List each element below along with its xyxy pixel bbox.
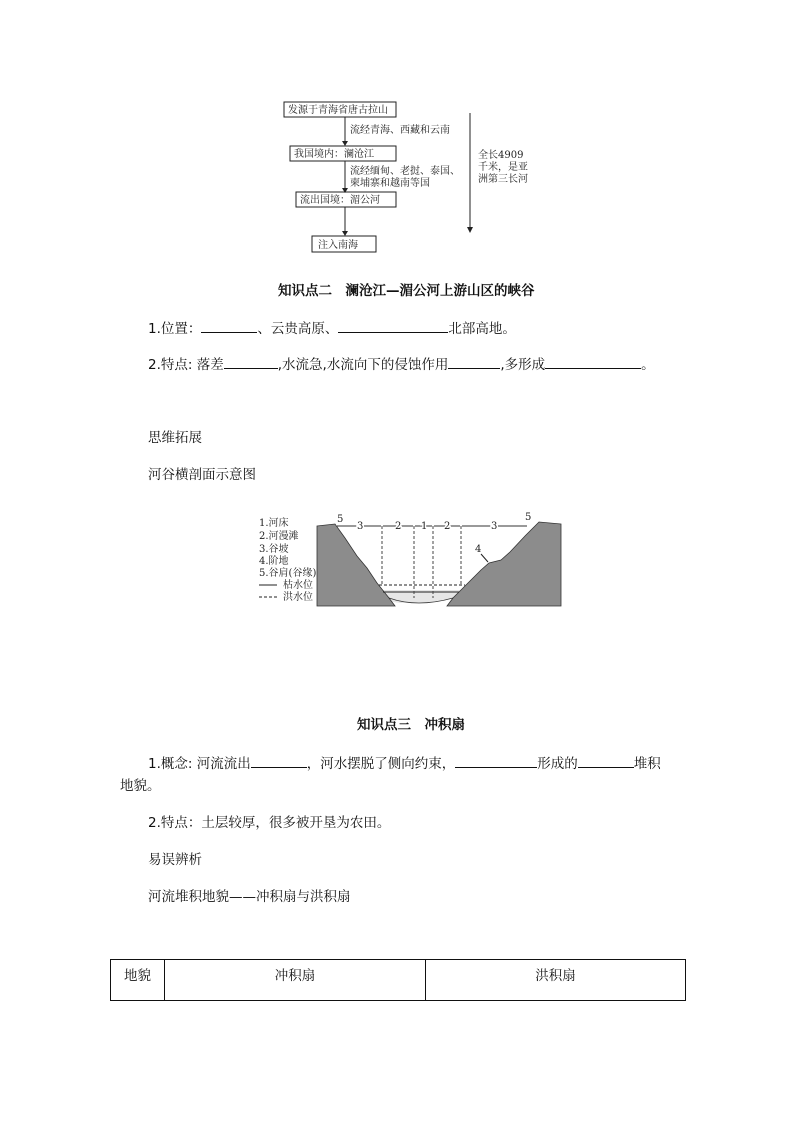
flow-box-china: 我国境内：澜沧江	[294, 149, 374, 160]
errors-subheading: 河流堆积地貌——冲积扇与洪积扇	[148, 889, 351, 905]
blank-location-1[interactable]	[201, 318, 257, 333]
blank-form[interactable]	[545, 354, 641, 369]
legend-5: 5.谷肩(谷缘)	[259, 568, 317, 579]
section2-item1-pre: 1.位置：	[148, 321, 202, 337]
section3-item1-pre: 1.概念: 河流流出	[148, 756, 251, 772]
section3-item1	[148, 753, 661, 773]
label-slope-right: 3	[491, 521, 498, 532]
section3-item2: 2.特点：土层较厚，很多被开垦为农田。	[148, 815, 391, 831]
blank-drop[interactable]	[224, 354, 278, 369]
section2-heading: 知识点二 澜沧江—湄公河上游山区的峡谷	[278, 283, 535, 299]
extension-heading: 思维拓展	[148, 430, 202, 446]
river-flowchart	[270, 95, 550, 260]
legend-flood-water: 洪水位	[283, 592, 313, 603]
flow-length-1: 全长4909	[478, 150, 524, 161]
blank-erosion[interactable]	[448, 354, 500, 369]
valley-cross-section	[255, 508, 565, 608]
table-row	[111, 960, 686, 1001]
label-shoulder-right: 5	[525, 512, 532, 523]
legend-3: 3.谷坡	[259, 544, 289, 555]
section3-item1-post: 堆积	[633, 756, 661, 772]
flow-box-exit: 流出国境：湄公河	[300, 195, 380, 206]
flow-length-3: 洲第三长河	[478, 174, 528, 185]
label-riverbed: 1	[421, 521, 428, 532]
legend-2: 2.河漫滩	[259, 531, 299, 542]
flow-step-1: 流经青海、西藏和云南	[350, 125, 450, 136]
label-shoulder-left: 5	[337, 514, 344, 525]
left-valley-slope	[317, 524, 395, 606]
legend-low-water: 枯水位	[283, 580, 313, 591]
comparison-table	[110, 959, 686, 1001]
label-slope-left: 3	[357, 521, 364, 532]
table-header-proluvial-fan: 洪积扇	[426, 960, 686, 1001]
section2-item2-pre: 2.特点: 落差	[148, 357, 224, 373]
table-header-alluvial-fan: 冲积扇	[165, 960, 426, 1001]
section2-item1-post: 北部高地。	[448, 321, 516, 337]
table-header-landform: 地貌	[111, 960, 165, 1001]
label-terrace: 4	[475, 544, 482, 555]
flow-length-2: 千米，是亚	[478, 162, 528, 173]
label-floodplain-left: 2	[395, 521, 402, 532]
section2-item2	[148, 354, 655, 374]
section3-item1-mid1: ，河水摆脱了侧向约束，	[306, 756, 456, 772]
label-floodplain-right: 2	[444, 521, 451, 532]
blank-shape[interactable]	[578, 753, 634, 768]
flow-step-2-line1: 流经缅甸、老挝、泰国、	[350, 166, 460, 177]
legend-4: 4.阶地	[259, 556, 289, 567]
legend-1: 1.河床	[259, 518, 289, 529]
section3-heading: 知识点三 冲积扇	[357, 717, 465, 733]
section2-item2-post: 。	[641, 357, 655, 373]
blank-exit-place[interactable]	[251, 753, 307, 768]
right-valley-slope	[447, 522, 561, 606]
section2-item2-mid1: ,水流急,水流向下的侵蚀作用	[277, 357, 449, 373]
flow-step-2-line2: 柬埔寨和越南等国	[350, 178, 430, 189]
errors-heading: 易误辨析	[148, 852, 202, 868]
blank-location-2[interactable]	[338, 318, 448, 333]
section2-item1	[148, 318, 516, 338]
diagram-title: 河谷横剖面示意图	[148, 467, 256, 483]
blank-process[interactable]	[455, 753, 537, 768]
flow-box-sea: 注入南海	[318, 240, 358, 251]
section2-item1-mid: 、云贵高原、	[257, 321, 339, 337]
flow-box-source: 发源于青海省唐古拉山	[288, 105, 388, 116]
section3-item1-mid2: 形成的	[537, 756, 578, 772]
section2-item2-mid2: ,多形成	[500, 357, 546, 373]
section3-item1-line2: 地貌。	[120, 778, 161, 794]
